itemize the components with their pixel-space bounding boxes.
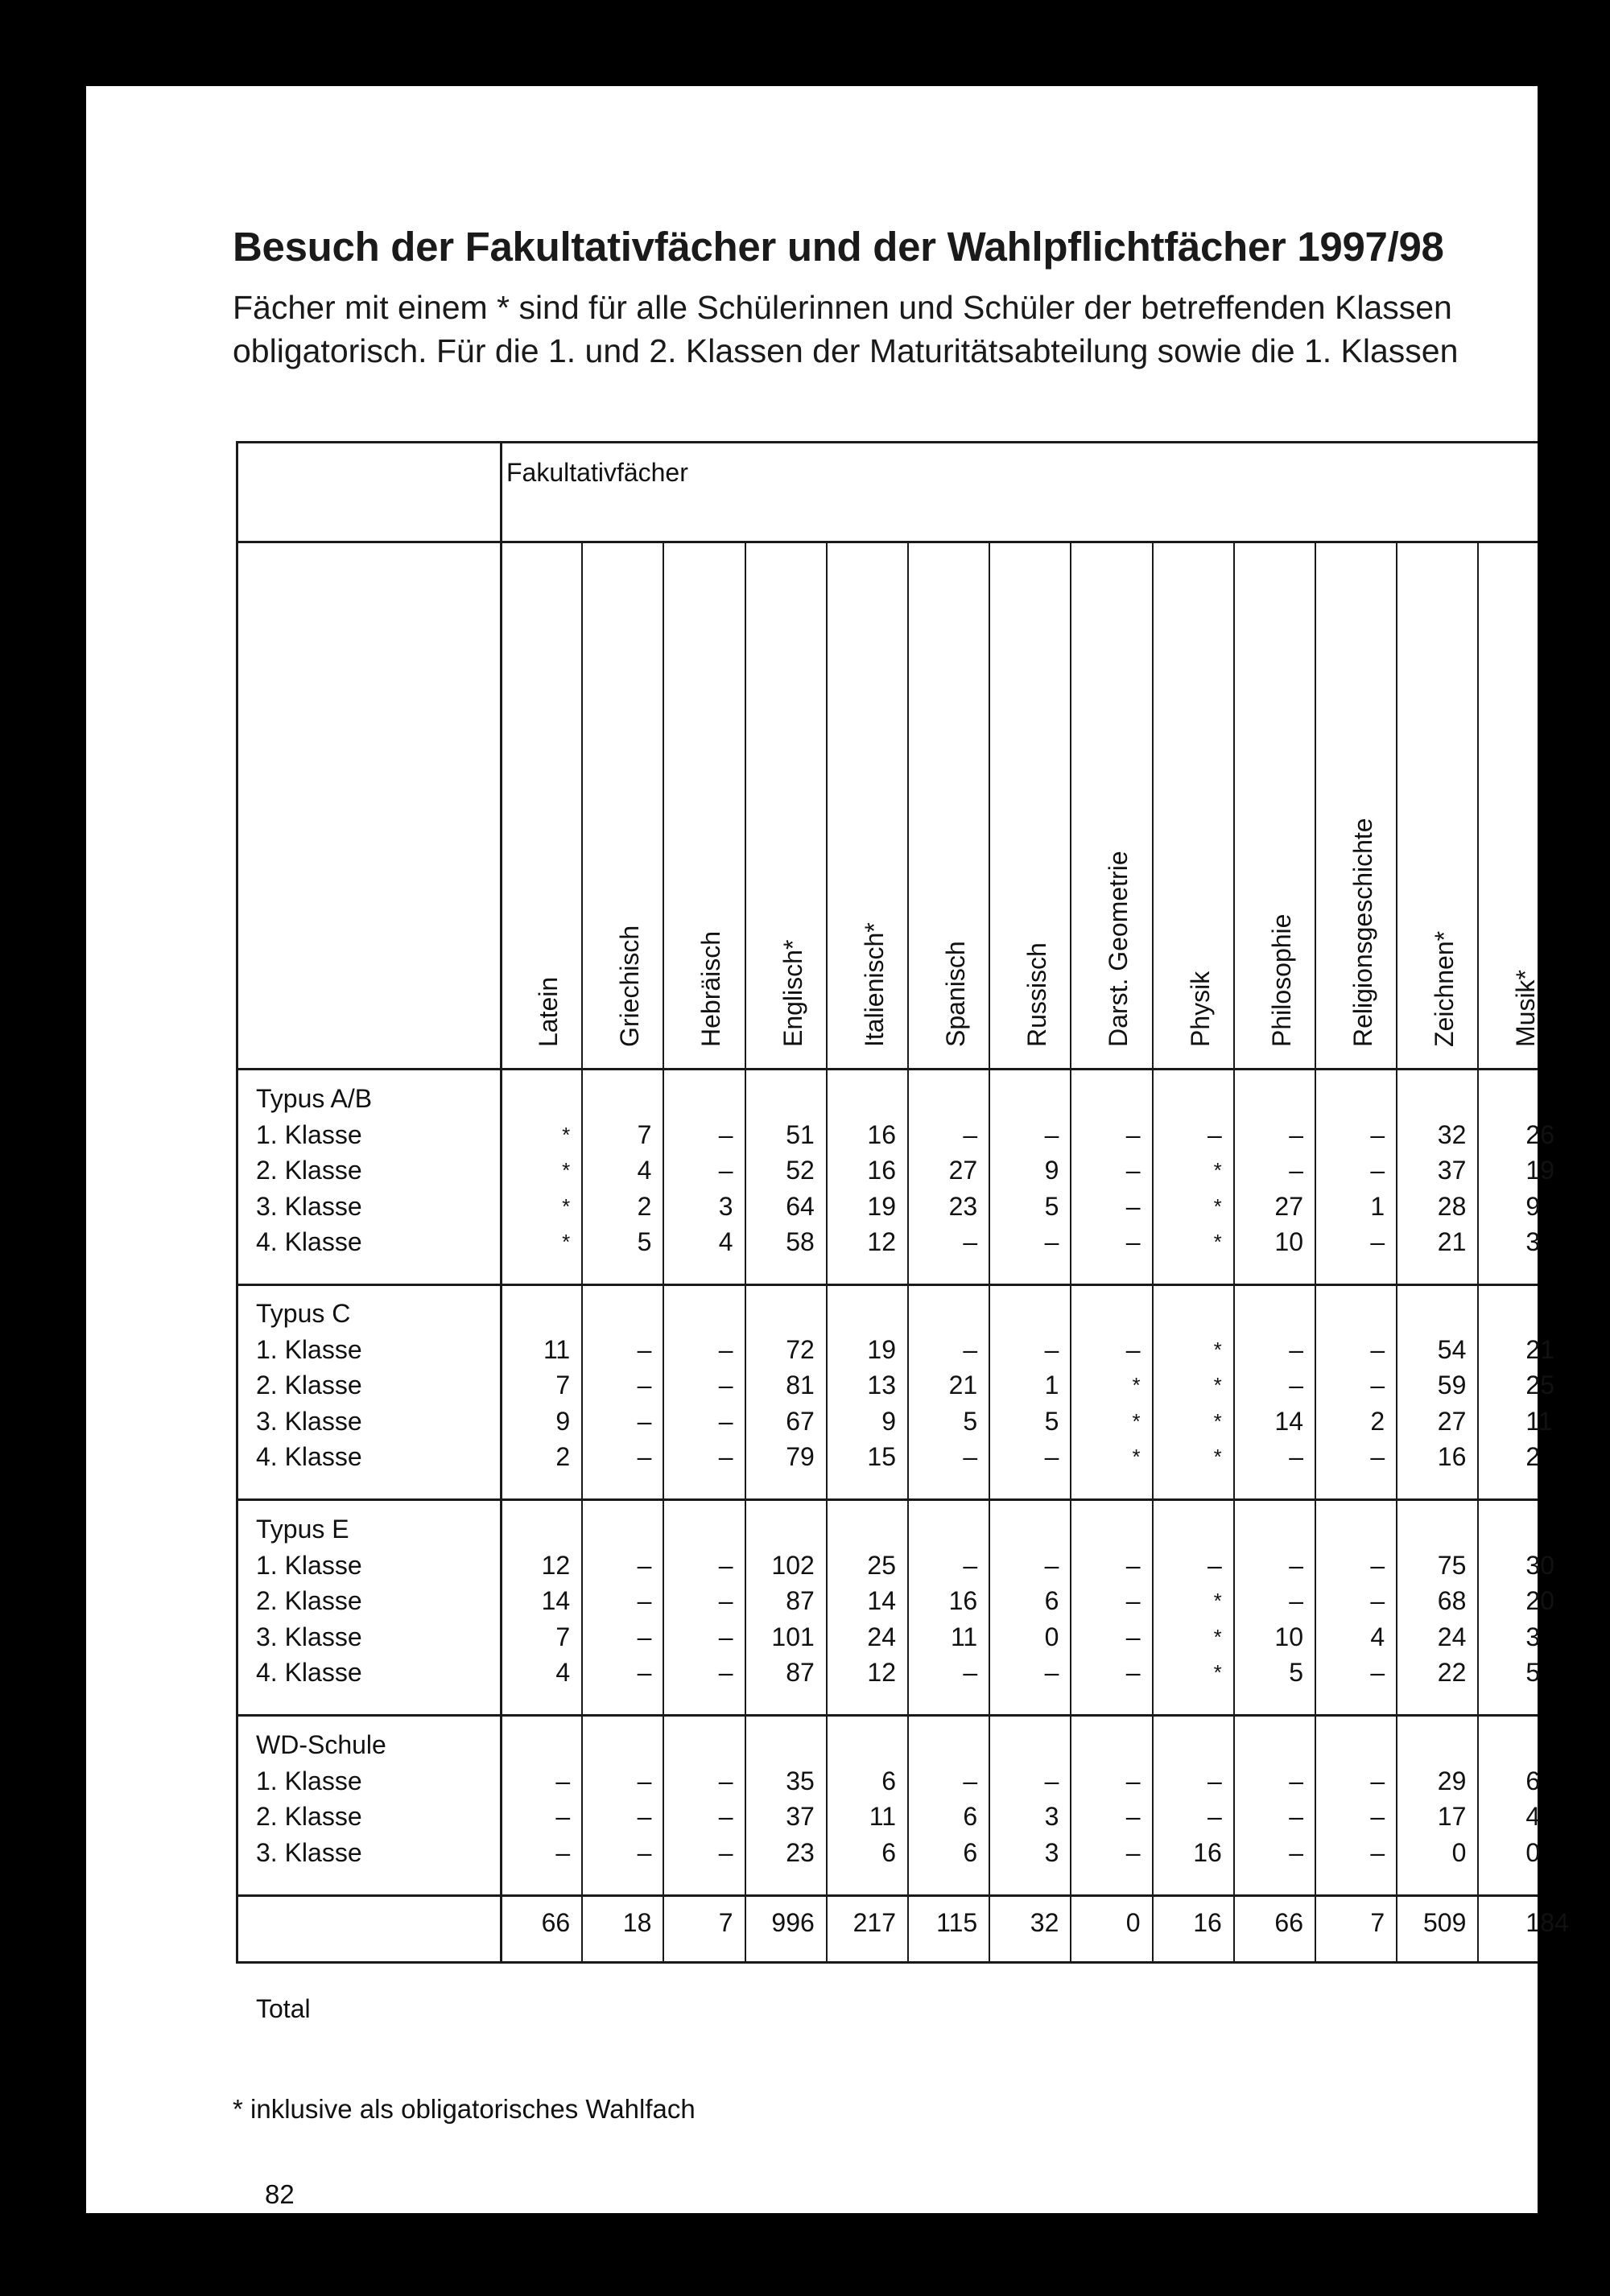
group-label: WD-Schule — [256, 1730, 386, 1759]
column-header — [1406, 541, 1459, 1068]
table-cell: – — [555, 1837, 571, 1867]
group-label: Typus C — [256, 1299, 351, 1328]
table-cell: 17 — [1437, 1802, 1467, 1831]
table-rule — [236, 1068, 1538, 1070]
table-cell: 67 — [786, 1406, 815, 1436]
table-cell: – — [1207, 1766, 1222, 1795]
table-cell: – — [718, 1156, 733, 1185]
table-cell: 1 — [1044, 1371, 1059, 1399]
table-cell: 9 — [1044, 1156, 1059, 1185]
table-cell: – — [637, 1334, 652, 1364]
column-header-label: Physik — [1185, 971, 1215, 1047]
column-header — [836, 541, 889, 1068]
table-cell: 11 — [869, 1802, 896, 1831]
row-label: 2. Klasse — [256, 1371, 362, 1399]
table-cell: – — [1370, 1156, 1385, 1185]
total-cell: 0 — [1125, 1908, 1141, 1937]
table-cell: 58 — [786, 1227, 815, 1256]
table-cell: 21 — [1437, 1227, 1467, 1256]
table-cell: 2 — [1370, 1406, 1385, 1436]
table-cell: – — [555, 1802, 571, 1831]
table-cell: – — [1370, 1119, 1385, 1149]
table-cell: – — [1125, 1622, 1141, 1651]
table-cell: 3 — [1044, 1837, 1059, 1867]
row-label: 1. Klasse — [256, 1119, 362, 1149]
table-cell: * — [1213, 1337, 1222, 1362]
row-label: 4. Klasse — [256, 1658, 362, 1687]
table-cell: 16 — [867, 1119, 896, 1149]
row-label: 1. Klasse — [256, 1334, 362, 1364]
table-cell: – — [1044, 1550, 1059, 1580]
column-header — [998, 541, 1052, 1068]
column-header-label: Italienisch* — [859, 922, 889, 1047]
column-header — [754, 541, 807, 1068]
table-cell: * — [562, 1122, 571, 1147]
table-cell: – — [637, 1766, 652, 1795]
table-cell: 3 — [1525, 1227, 1541, 1256]
table-cell: 75 — [1437, 1550, 1467, 1580]
table-cell: – — [1289, 1334, 1303, 1364]
table-cell: – — [963, 1334, 978, 1364]
table-cell: 12 — [867, 1658, 896, 1687]
table-cell: 35 — [786, 1766, 815, 1795]
row-label: 2. Klasse — [256, 1802, 362, 1831]
table-cell: – — [1044, 1227, 1059, 1256]
group-label: Typus E — [256, 1515, 349, 1544]
table-cell: – — [718, 1442, 733, 1471]
column-header — [672, 541, 726, 1068]
table-cell: * — [1213, 1193, 1222, 1218]
table-cell: – — [963, 1658, 978, 1687]
table-cell: 25 — [867, 1550, 896, 1580]
table-cell: 3 — [718, 1191, 733, 1221]
total-cell: 996 — [771, 1908, 815, 1937]
table-cell: 37 — [786, 1802, 815, 1831]
table-cell: – — [718, 1371, 733, 1399]
table-cell: 2 — [555, 1442, 571, 1471]
table-cell: – — [1125, 1586, 1141, 1615]
table-cell: 19 — [867, 1334, 896, 1364]
table-cell: – — [1125, 1802, 1141, 1831]
footnote: * inklusive als obligatorisches Wahlfach — [233, 2094, 696, 2124]
table-cell: 81 — [786, 1371, 815, 1399]
table-cell: 68 — [1437, 1586, 1467, 1615]
table-cell: 24 — [867, 1622, 896, 1651]
table-cell: 14 — [867, 1586, 896, 1615]
table-cell: * — [1213, 1408, 1222, 1433]
table-cell: – — [718, 1550, 733, 1580]
table-cell: 16 — [867, 1156, 896, 1185]
table-cell: – — [1370, 1766, 1385, 1795]
table-cell: * — [1213, 1624, 1222, 1649]
total-cell: 217 — [852, 1908, 896, 1937]
table-cell: 37 — [1437, 1156, 1467, 1185]
table-cell: 87 — [786, 1658, 815, 1687]
table-cell: – — [963, 1766, 978, 1795]
table-rule — [236, 441, 1538, 443]
table-cell: – — [1289, 1802, 1303, 1831]
column-header-label: Darst. Geometrie — [1104, 851, 1133, 1047]
table-cell: – — [1125, 1119, 1141, 1149]
table-cell: – — [718, 1622, 733, 1651]
table-cell: 11 — [543, 1334, 571, 1364]
total-cell: 18 — [622, 1908, 652, 1937]
table-cell: 5 — [1044, 1406, 1059, 1436]
table-cell: – — [718, 1837, 733, 1867]
column-header-label: Griechisch — [615, 925, 645, 1047]
total-cell: 66 — [1274, 1908, 1303, 1937]
table-cell: 27 — [948, 1156, 978, 1185]
table-cell: 5 — [963, 1406, 978, 1436]
table-cell: – — [637, 1586, 652, 1615]
table-cell: – — [1289, 1550, 1303, 1580]
column-header — [1080, 541, 1133, 1068]
table-cell: 23 — [786, 1837, 815, 1867]
table-cell: 4 — [1525, 1802, 1541, 1831]
table-cell: * — [1213, 1230, 1222, 1254]
table-cell: – — [1125, 1550, 1141, 1580]
table-cell: 26 — [1525, 1119, 1554, 1149]
column-header — [591, 541, 645, 1068]
table-cell: 12 — [541, 1550, 571, 1580]
table-cell: 32 — [1437, 1119, 1467, 1149]
table-cell: – — [1125, 1334, 1141, 1364]
column-header — [917, 541, 970, 1068]
table-cell: 5 — [1289, 1658, 1303, 1687]
table-cell: 30 — [1525, 1550, 1554, 1580]
row-label: 2. Klasse — [256, 1586, 362, 1615]
column-header-label: Hebräisch — [696, 930, 726, 1047]
table-cell: – — [1207, 1119, 1222, 1149]
table-cell: 51 — [786, 1119, 815, 1149]
table-cell: – — [718, 1586, 733, 1615]
table-cell: 6 — [1525, 1766, 1541, 1795]
table-cell: 4 — [555, 1658, 571, 1687]
table-cell: 14 — [541, 1586, 571, 1615]
table-cell: 9 — [881, 1406, 896, 1436]
total-label: Total — [256, 1994, 311, 2023]
table-cell: – — [1370, 1658, 1385, 1687]
total-cell: 16 — [1193, 1908, 1222, 1937]
table-cell: 0 — [1451, 1837, 1467, 1867]
table-cell: 21 — [1525, 1334, 1554, 1364]
table-cell: 4 — [1370, 1622, 1385, 1651]
table-cell: * — [562, 1158, 571, 1182]
table-cell: – — [637, 1550, 652, 1580]
table-cell: – — [1289, 1766, 1303, 1795]
row-label: 4. Klasse — [256, 1227, 362, 1256]
table-cell: – — [637, 1658, 652, 1687]
table-cell: – — [1207, 1550, 1222, 1580]
row-label: 1. Klasse — [256, 1550, 362, 1580]
table-cell: 16 — [948, 1586, 978, 1615]
table-cell: – — [718, 1119, 733, 1149]
table-cell: – — [1370, 1227, 1385, 1256]
table-cell: 5 — [1525, 1658, 1541, 1687]
table-rule — [236, 1498, 1538, 1501]
table-cell: 22 — [1437, 1658, 1467, 1687]
table-cell: 87 — [786, 1586, 815, 1615]
document-page — [86, 86, 1569, 2213]
table-cell: 19 — [1525, 1156, 1554, 1185]
column-header — [510, 541, 563, 1068]
table-cell: – — [637, 1802, 652, 1831]
table-cell: 54 — [1437, 1334, 1467, 1364]
table-cell: – — [963, 1227, 978, 1256]
table-cell: – — [963, 1119, 978, 1149]
table-cell: – — [1370, 1837, 1385, 1867]
table-cell: – — [963, 1442, 978, 1471]
intro-line-2: obligatorisch. Für die 1. und 2. Klassen der Maturitätsabteilung sowie die 1. Klassen — [233, 332, 1459, 369]
table-cell: 29 — [1437, 1766, 1467, 1795]
column-header-label: Englisch* — [778, 939, 807, 1047]
group-header-fakultativfaecher: Fakultativfächer — [506, 458, 688, 487]
table-cell: * — [1132, 1445, 1141, 1469]
table-cell: 19 — [867, 1191, 896, 1221]
table-cell: 52 — [786, 1156, 815, 1185]
table-cell: 15 — [867, 1442, 896, 1471]
total-cell: 32 — [1030, 1908, 1059, 1937]
table-cell: – — [1370, 1371, 1385, 1399]
table-cell: – — [1370, 1334, 1385, 1364]
total-cell: 115 — [936, 1908, 978, 1937]
table-cell: 7 — [555, 1371, 571, 1399]
table-cell: – — [1289, 1586, 1303, 1615]
row-label: 4. Klasse — [256, 1442, 362, 1471]
table-cell: – — [1370, 1442, 1385, 1471]
table-cell: 4 — [637, 1156, 652, 1185]
table-cell: – — [1125, 1156, 1141, 1185]
table-cell: * — [1213, 1445, 1222, 1469]
column-header — [1324, 541, 1377, 1068]
table-cell: 9 — [1525, 1191, 1541, 1221]
column-header-label: Religionsgeschichte — [1348, 818, 1377, 1047]
table-cell: – — [1289, 1119, 1303, 1149]
table-cell: – — [1125, 1766, 1141, 1795]
table-cell: – — [963, 1550, 978, 1580]
table-cell: – — [718, 1802, 733, 1831]
table-cell: 59 — [1437, 1371, 1467, 1399]
table-cell: – — [1370, 1586, 1385, 1615]
table-cell: 72 — [786, 1334, 815, 1364]
table-cell: 10 — [1274, 1622, 1303, 1651]
table-cell: 12 — [867, 1227, 896, 1256]
total-cell: 66 — [541, 1908, 571, 1937]
table-cell: 102 — [771, 1550, 815, 1580]
row-label: 3. Klasse — [256, 1837, 362, 1867]
table-cell: – — [718, 1334, 733, 1364]
column-header-label: Zeichnen* — [1430, 930, 1459, 1047]
page-title: Besuch der Fakultativfächer und der Wahlpflichtfächer 1997/98 — [233, 224, 1444, 270]
table-cell: – — [1044, 1766, 1059, 1795]
table-cell: – — [1289, 1371, 1303, 1399]
table-cell: 6 — [963, 1837, 978, 1867]
table-cell: 3 — [1525, 1622, 1541, 1651]
column-header — [1162, 541, 1215, 1068]
table-cell: 21 — [948, 1371, 978, 1399]
table-cell: 6 — [963, 1802, 978, 1831]
table-cell: – — [1125, 1227, 1141, 1256]
table-cell: * — [1132, 1408, 1141, 1433]
row-label: 2. Klasse — [256, 1156, 362, 1185]
table-cell: – — [1044, 1334, 1059, 1364]
total-cell: 7 — [1370, 1908, 1385, 1937]
table-cell: * — [1213, 1373, 1222, 1397]
table-cell: * — [562, 1193, 571, 1218]
table-cell: 7 — [637, 1119, 652, 1149]
table-cell: 11 — [950, 1622, 978, 1651]
table-cell: 13 — [867, 1371, 896, 1399]
table-cell: – — [637, 1406, 652, 1436]
table-cell: * — [1132, 1373, 1141, 1397]
column-header — [1243, 541, 1296, 1068]
column-header-label: Spanisch — [941, 941, 970, 1047]
table-cell: 3 — [1044, 1802, 1059, 1831]
table-cell: 2 — [1525, 1442, 1541, 1471]
table-cell: – — [1370, 1550, 1385, 1580]
table-rule — [236, 1894, 1538, 1897]
table-cell: 6 — [881, 1766, 896, 1795]
table-cell: – — [1289, 1156, 1303, 1185]
table-cell: * — [562, 1230, 571, 1254]
column-header-label: Russisch — [1022, 942, 1052, 1047]
table-cell: – — [1125, 1191, 1141, 1221]
column-header-label: Musik* — [1511, 969, 1541, 1047]
table-cell: 16 — [1437, 1442, 1467, 1471]
table-rule — [236, 1284, 1538, 1286]
table-cell: – — [637, 1371, 652, 1399]
table-cell: 101 — [771, 1622, 815, 1651]
table-cell: 6 — [881, 1837, 896, 1867]
table-rule — [236, 1961, 1538, 1964]
column-header-label: Philosophie — [1266, 913, 1296, 1047]
table-cell: 79 — [786, 1442, 815, 1471]
table-cell: 23 — [948, 1191, 978, 1221]
total-cell: 7 — [718, 1908, 733, 1937]
table-cell: – — [637, 1837, 652, 1867]
column-header — [1487, 541, 1541, 1068]
table-cell: – — [1289, 1442, 1303, 1471]
table-cell: – — [1370, 1802, 1385, 1831]
row-label: 3. Klasse — [256, 1406, 362, 1436]
table-cell: – — [1125, 1658, 1141, 1687]
row-label: 1. Klasse — [256, 1766, 362, 1795]
table-cell: 6 — [1044, 1586, 1059, 1615]
table-cell: 0 — [1044, 1622, 1059, 1651]
table-cell: 4 — [718, 1227, 733, 1256]
table-cell: 20 — [1525, 1586, 1554, 1615]
table-cell: – — [1207, 1802, 1222, 1831]
table-cell: * — [1213, 1660, 1222, 1684]
table-border-left — [236, 441, 238, 1961]
table-cell: – — [718, 1766, 733, 1795]
table-cell: 14 — [1274, 1406, 1303, 1436]
table-cell: – — [1044, 1442, 1059, 1471]
table-cell: 24 — [1437, 1622, 1467, 1651]
table-cell: – — [637, 1622, 652, 1651]
total-cell: 184 — [1525, 1908, 1569, 1937]
table-cell: – — [1044, 1658, 1059, 1687]
table-cell: 5 — [637, 1227, 652, 1256]
group-label: Typus A/B — [256, 1084, 373, 1113]
row-label: 3. Klasse — [256, 1622, 362, 1651]
table-cell: 0 — [1525, 1837, 1541, 1867]
table-cell: 10 — [1274, 1227, 1303, 1256]
table-cell: 9 — [555, 1406, 571, 1436]
table-cell: 27 — [1274, 1191, 1303, 1221]
table-cell: 16 — [1193, 1837, 1222, 1867]
table-cell: * — [1213, 1158, 1222, 1182]
table-cell: 64 — [786, 1191, 815, 1221]
column-header-label: Latein — [534, 976, 563, 1047]
table-cell: 5 — [1044, 1191, 1059, 1221]
table-cell: 2 — [637, 1191, 652, 1221]
table-cell: – — [637, 1442, 652, 1471]
row-label: 3. Klasse — [256, 1191, 362, 1221]
table-cell: 28 — [1437, 1191, 1467, 1221]
table-cell: 27 — [1437, 1406, 1467, 1436]
table-cell: – — [718, 1406, 733, 1436]
total-cell: 509 — [1422, 1908, 1467, 1937]
table-cell: 7 — [555, 1622, 571, 1651]
table-cell: – — [1125, 1837, 1141, 1867]
table-cell: – — [1044, 1119, 1059, 1149]
intro-line-1: Fächer mit einem * sind für alle Schülerinnen und Schüler der betreffenden Klassen — [233, 289, 1452, 326]
table-cell: 1 — [1370, 1191, 1385, 1221]
table-cell: – — [555, 1766, 571, 1795]
table-cell: – — [718, 1658, 733, 1687]
table-cell: * — [1213, 1589, 1222, 1613]
table-cell: – — [1289, 1837, 1303, 1867]
table-rule — [236, 1714, 1538, 1717]
table-cell: 25 — [1525, 1371, 1554, 1399]
table-cell: 11 — [1525, 1406, 1553, 1436]
page-number: 82 — [265, 2179, 295, 2209]
